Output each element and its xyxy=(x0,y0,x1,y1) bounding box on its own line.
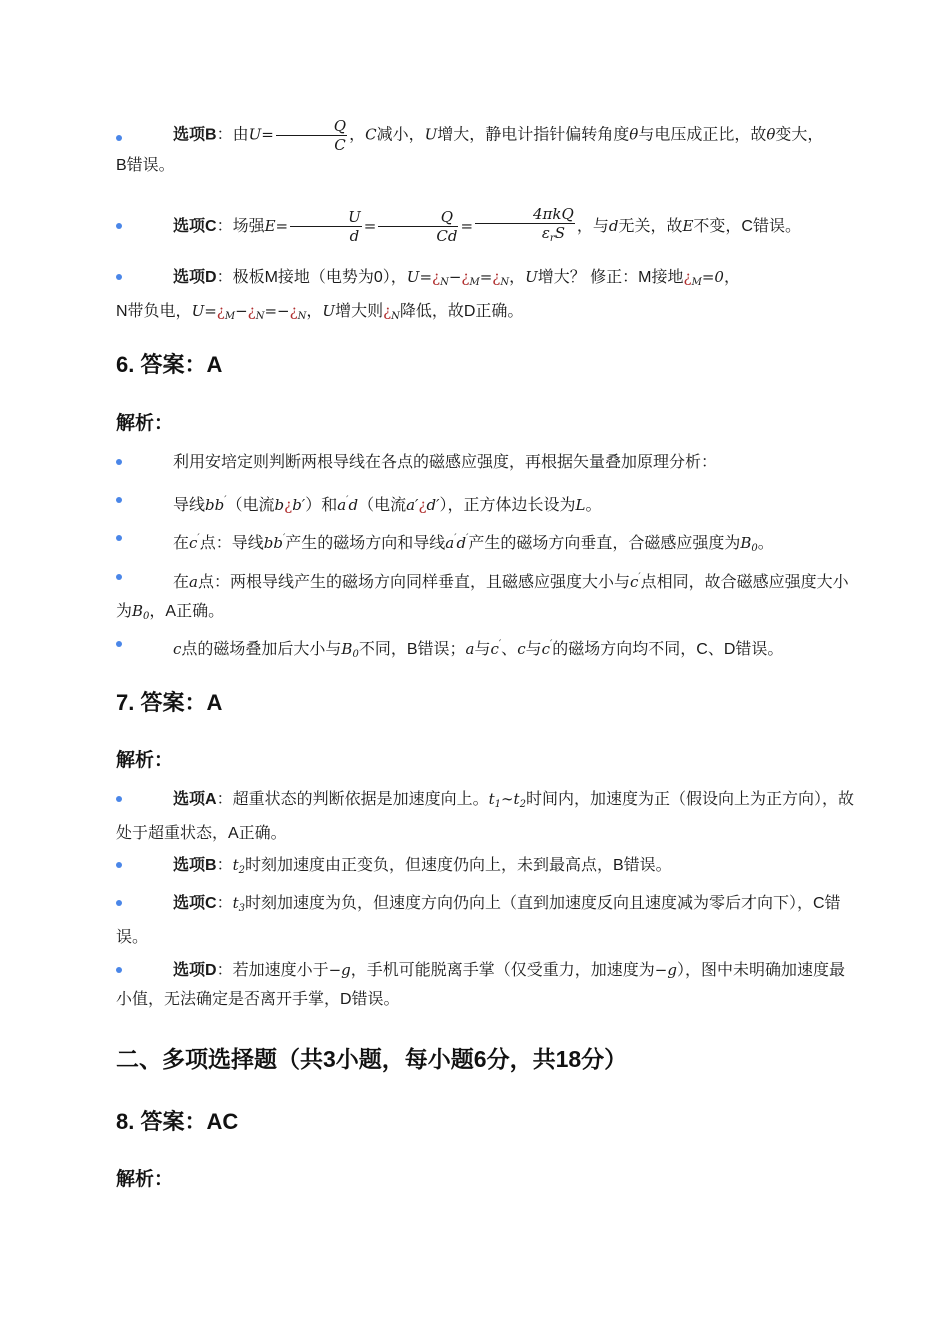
bullet-icon xyxy=(116,967,122,973)
list-item: 导线bb′（电流b¿b′）和a′d（电流a′¿d′），正方体边长设为L。 xyxy=(116,486,856,520)
analysis-label-7: 解析： xyxy=(116,750,174,771)
bullet-icon xyxy=(116,900,122,906)
list-item-option-c: 选项C：场强E= $\frac{U}{d}$ = $\frac{Q}{Cd}$ = $\frac{\text{4πkQ}}{\varepsilon_rS}$ ，与d无关，故E不变，C错误。 xyxy=(116,203,856,250)
option-label: 选项B xyxy=(173,857,217,874)
bullet-icon xyxy=(116,274,122,280)
answer-heading-7: 7. 答案：A xyxy=(116,690,223,715)
option-label: 选项D xyxy=(173,962,217,979)
bullet-icon xyxy=(116,862,122,868)
bullet-icon xyxy=(116,641,122,647)
list-item: 在a点：两根导线产生的磁场方向同样垂直，且磁感应强度大小与c′点相同，故合磁感应强度大小为$B_0$，A正确。 xyxy=(116,572,849,622)
fraction: $\frac{U}{d}$ xyxy=(290,208,362,245)
list-item-option-a: 选项A：超重状态的判断依据是加速度向上。$t_1\sim t_2$时间内，加速度为正（假设向上为正方向），故处于超重状态，A正确。 xyxy=(116,790,854,842)
bullet-icon xyxy=(116,135,122,141)
list-item-option-b: 选项B：$t_2$时刻加速度由正变负，但速度仍向上，未到最高点，B错误。 xyxy=(116,851,856,885)
list-item-option-b: 选项B：由U= $\frac{Q}{C}$ ，C减小，U增大，静电计指针偏转角度θ与电压成正比，故θ变大， B错误。 xyxy=(116,117,824,174)
option-label: 选项D xyxy=(173,269,217,286)
section-heading: 二、多项选择题（共3小题，每小题6分，共18分） xyxy=(116,1046,628,1072)
list-item-option-d: 选项D：极板M接地（电势为0），$U=¿_N-¿_M=¿_N$，U增大？ 修正：M接地¿$_M=0$， N带负电，$U=¿_M-¿_N=-¿_N$，U增大则¿$_N$降低，故D正确。 xyxy=(116,268,740,322)
bullet-icon xyxy=(116,535,122,541)
list-item: c点的磁场叠加后大小与$B_0$不同，B错误；a与c′、c与c′的磁场方向均不同，C、D错误。 xyxy=(116,630,866,669)
bullet-icon xyxy=(116,223,122,229)
fraction: $\frac{Q}{Cd}$ xyxy=(378,208,458,245)
analysis-label-8: 解析： xyxy=(116,1169,174,1190)
option-label: 选项A xyxy=(173,791,217,808)
list-item: 利用安培定则判断两根导线在各点的磁感应强度，再根据矢量叠加原理分析： xyxy=(116,448,856,477)
fraction: $\frac{\text{4πkQ}}{\varepsilon_rS}$ xyxy=(475,205,575,248)
option-label: 选项C xyxy=(173,218,217,235)
list-item-option-d: 选项D：若加速度小于−g，手机可能脱离手掌（仅受重力，加速度为−g），图中未明确加速度最小值，无法确定是否离开手掌，D错误。 xyxy=(116,961,845,1008)
fraction: $\frac{Q}{C}$ xyxy=(276,117,347,154)
bullet-icon xyxy=(116,497,122,503)
option-label: 选项C xyxy=(173,895,217,912)
bullet-icon xyxy=(116,459,122,465)
list-item: 在c′点：导线bb′产生的磁场方向和导线a′d′产生的磁场方向垂直，合磁感应强度为$B_0$。 xyxy=(116,524,856,563)
analysis-label-6: 解析： xyxy=(116,413,174,434)
list-item-option-c: 选项C：$t_3$时刻加速度为负，但速度方向仍向上（直到加速度反向且速度减为零后才向下），C错误。 xyxy=(116,894,841,946)
math: U= xyxy=(248,125,274,144)
option-label: 选项B xyxy=(173,126,217,144)
bullet-icon xyxy=(116,796,122,802)
bullet-icon xyxy=(116,574,122,580)
answer-heading-8: 8. 答案：AC xyxy=(116,1109,239,1134)
answer-heading-6: 6. 答案：A xyxy=(116,352,223,377)
